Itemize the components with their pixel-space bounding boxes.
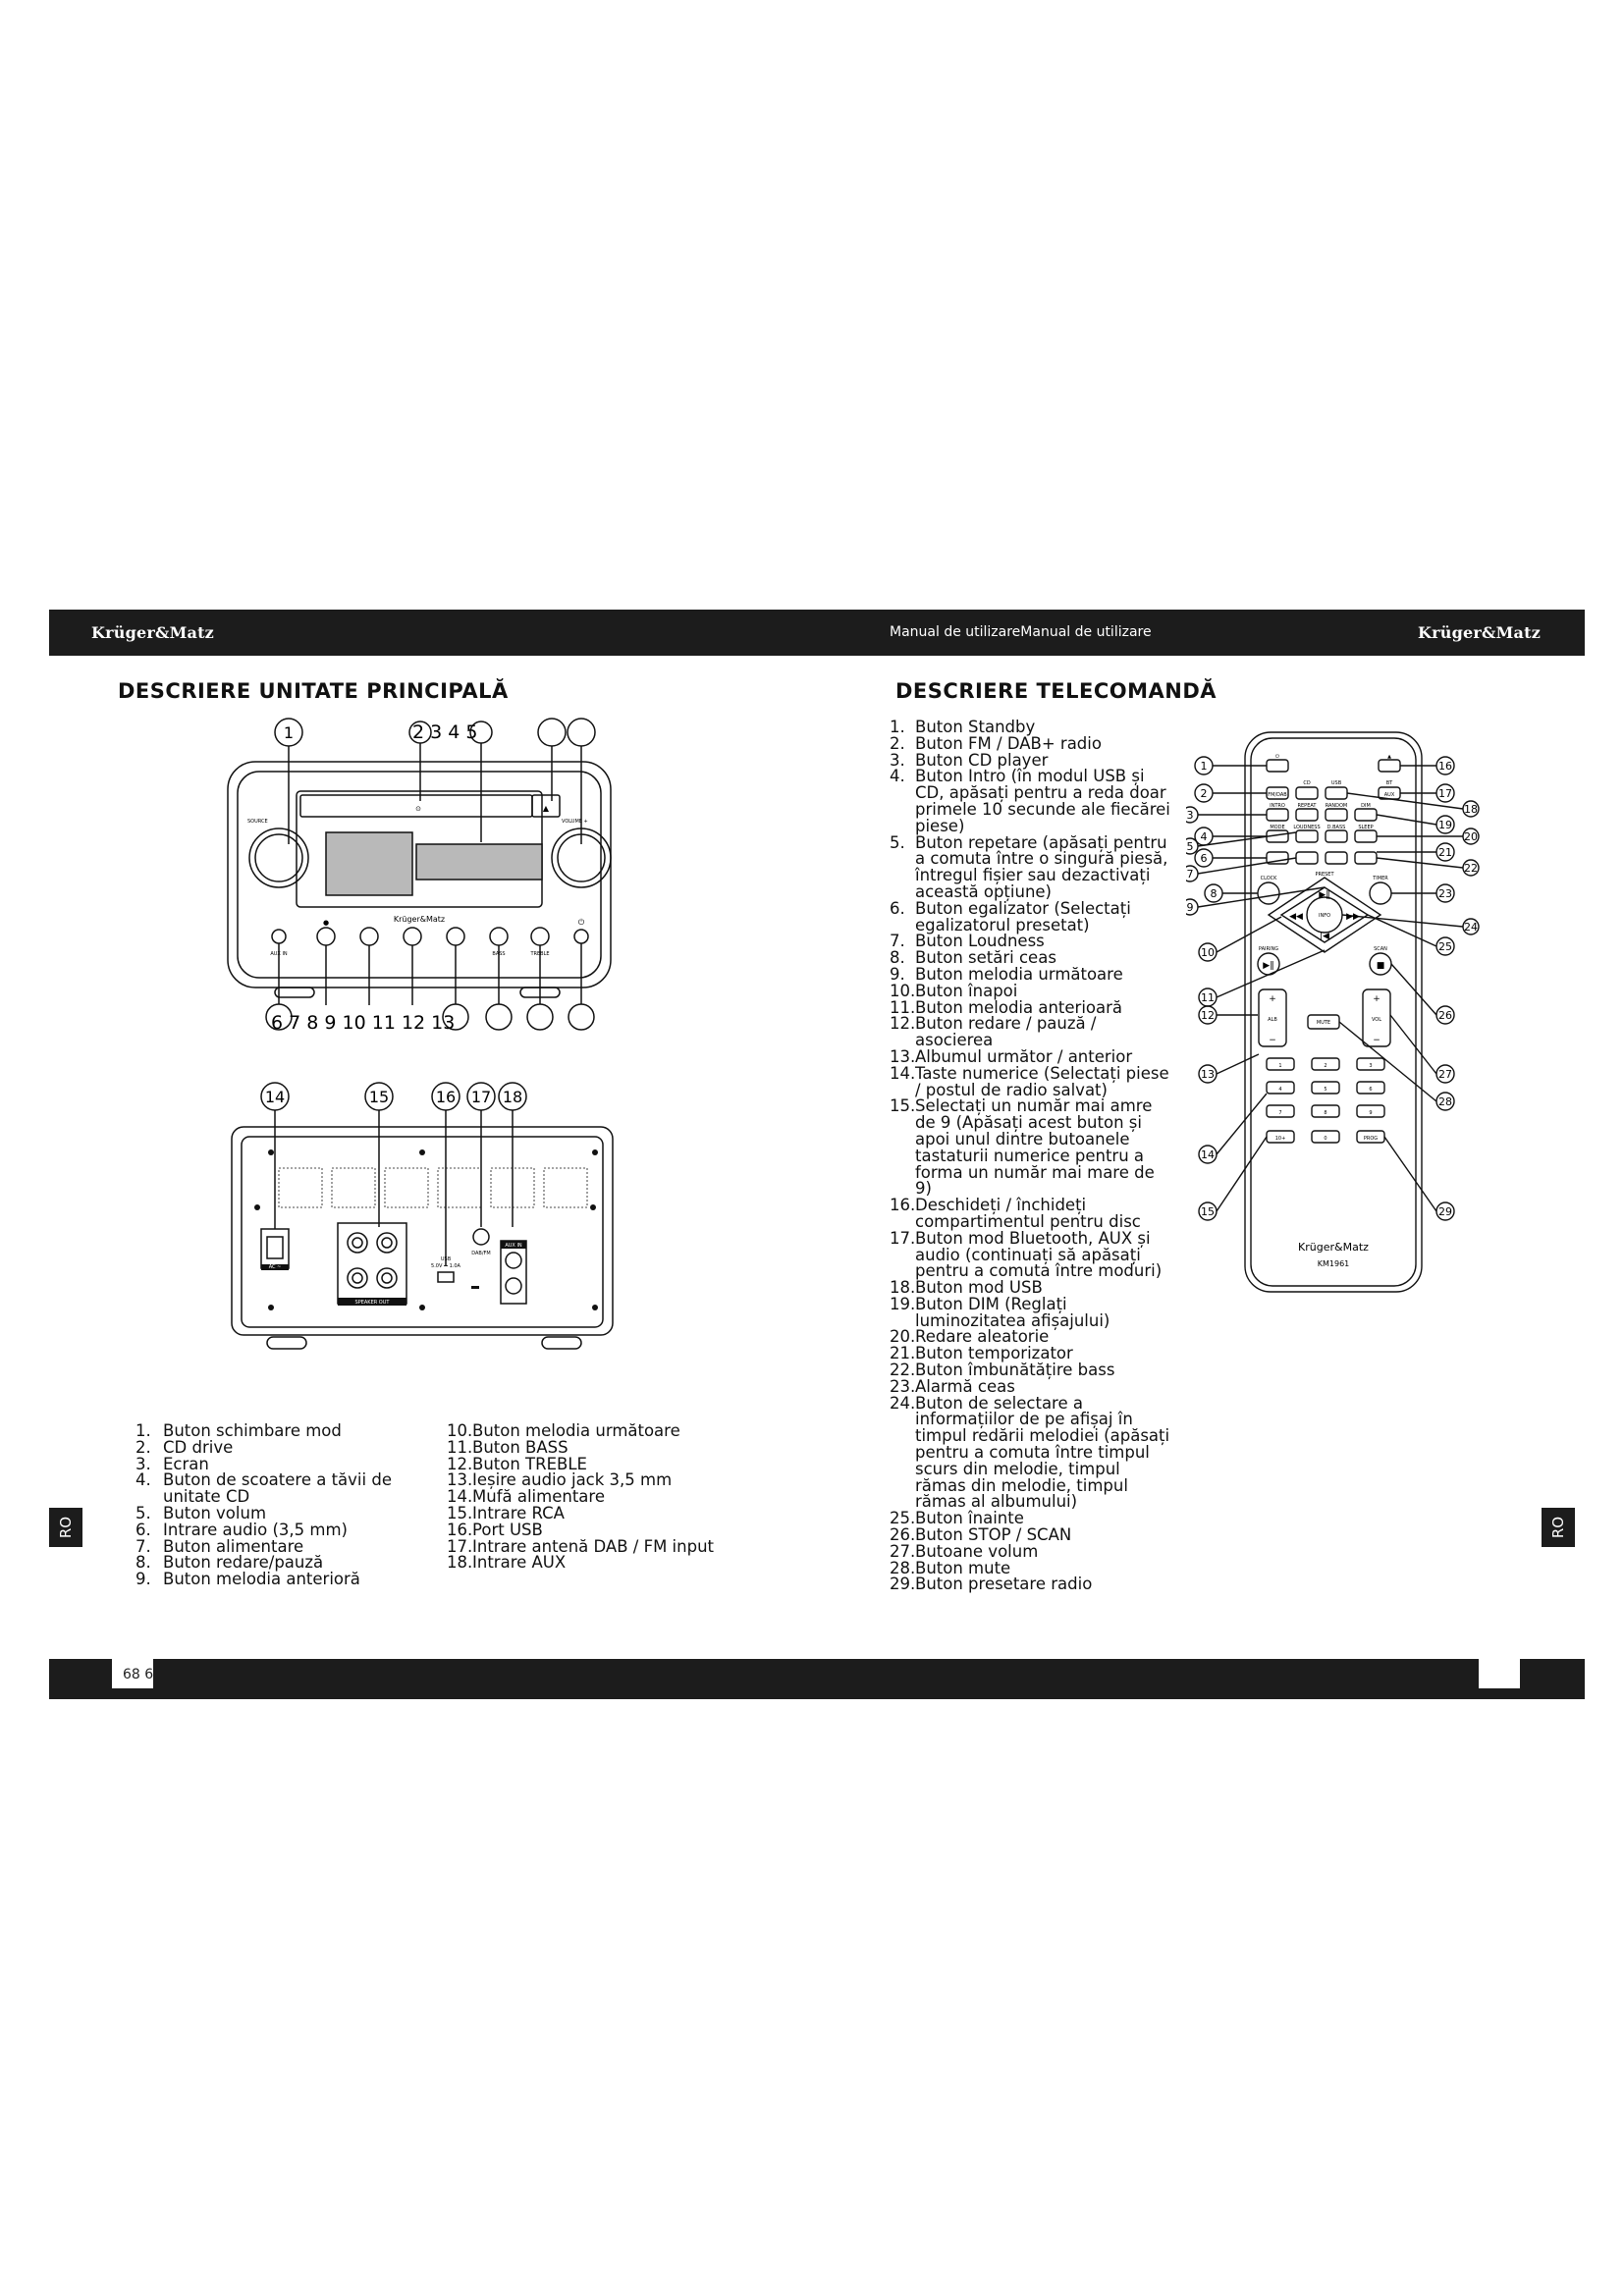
svg-text:DIM: DIM: [1361, 803, 1371, 809]
legend-number: 4.: [890, 767, 905, 786]
legend-text: Intrare RCA: [472, 1503, 565, 1522]
svg-text:AUX IN: AUX IN: [270, 951, 288, 957]
svg-text:PROG: PROG: [1363, 1136, 1379, 1142]
legend-number: 12.: [890, 1014, 916, 1034]
legend-text: Buton mod Bluetooth, AUX și audio (continuați să apăsați pentru a comuta între moduri): [915, 1228, 1163, 1281]
legend-number: 26.: [890, 1525, 916, 1545]
svg-text:15: 15: [1201, 1205, 1215, 1218]
legend-number: 6.: [890, 898, 905, 918]
legend-text: Buton Standby: [915, 718, 1036, 736]
svg-text:INFO: INFO: [1318, 913, 1331, 919]
legend-text: Buton redare/pauză: [163, 1553, 324, 1573]
legend-item: [447, 1555, 741, 1572]
legend-number: 11.: [447, 1437, 473, 1457]
svg-text:D.BASS: D.BASS: [1326, 825, 1346, 830]
svg-text:ALB: ALB: [1268, 1017, 1277, 1023]
svg-text:−: −: [1373, 1036, 1380, 1045]
legend-text: Buton alimentare: [163, 1536, 304, 1556]
svg-text:▶‖: ▶‖: [1319, 890, 1330, 900]
svg-text:25: 25: [1438, 940, 1452, 953]
main-unit-legend-col1: [135, 1423, 420, 1588]
header-bar: [49, 610, 1585, 656]
svg-text:5: 5: [1324, 1087, 1327, 1093]
svg-text:REPEAT: REPEAT: [1297, 803, 1317, 809]
legend-text: Buton repetare (apăsați pentru a comuta între o singură piesă, întregul fișier sau dezactivați această opțiune): [915, 832, 1168, 901]
legend-number: 8.: [135, 1553, 151, 1573]
svg-text:5.0V ⎓ 1.0A: 5.0V ⎓ 1.0A: [431, 1263, 460, 1269]
legend-text: Buton de scoatere a tăvii de unitate CD: [163, 1470, 392, 1507]
remote-title: DESCRIERE TELECOMANDĂ: [895, 679, 1218, 703]
legend-text: Buton înainte: [915, 1509, 1024, 1528]
legend-number: 10.: [890, 981, 916, 1000]
legend-number: 17.: [890, 1228, 916, 1248]
svg-text:VOLUME +: VOLUME +: [562, 819, 588, 825]
svg-text:8: 8: [1210, 887, 1218, 900]
legend-text: Buton presetare radio: [915, 1575, 1093, 1594]
legend-text: Buton mod USB: [915, 1278, 1043, 1298]
svg-text:13: 13: [1201, 1068, 1215, 1081]
svg-text:▶▶: ▶▶: [1346, 912, 1360, 922]
legend-number: 18.: [447, 1553, 473, 1573]
svg-text:⏻: ⏻: [1275, 754, 1279, 760]
svg-text:USB: USB: [1330, 780, 1342, 786]
legend-item: [135, 1472, 420, 1506]
svg-text:CD: CD: [1303, 780, 1311, 786]
legend-text: Buton redare / pauză / asocierea: [915, 1014, 1097, 1050]
legend-text: Buton melodia anterioră: [163, 1570, 360, 1589]
manual-title: Manual de utilizareManual de utilizare: [890, 624, 1152, 640]
svg-text:SPEAKER OUT: SPEAKER OUT: [354, 1300, 390, 1306]
legend-text: Taste numerice (Selectați piese / postul de radio salvat): [915, 1063, 1169, 1099]
svg-text:1: 1: [283, 723, 295, 742]
remote-control-diagram: [1186, 730, 1490, 1300]
legend-text: Intrare audio (3,5 mm): [163, 1520, 348, 1539]
page-number-box-right: [1479, 1659, 1520, 1688]
svg-text:23: 23: [1438, 887, 1452, 900]
legend-number: 29.: [890, 1575, 916, 1594]
legend-text: Port USB: [472, 1520, 543, 1539]
svg-text:21: 21: [1438, 846, 1452, 859]
svg-text:6: 6: [1200, 852, 1208, 865]
legend-item: [135, 1572, 420, 1588]
svg-text:⏻: ⏻: [577, 918, 585, 927]
svg-text:5: 5: [1186, 840, 1194, 853]
legend-number: 10.: [447, 1421, 473, 1440]
svg-text:FM/DAB: FM/DAB: [1268, 792, 1287, 798]
legend-number: 16.: [447, 1520, 473, 1539]
legend-text: Buton volum: [163, 1503, 267, 1522]
legend-number: 8.: [890, 948, 905, 968]
legend-item: [890, 1228, 1174, 1281]
legend-number: 4.: [135, 1470, 151, 1490]
legend-number: 9.: [135, 1570, 151, 1589]
legend-number: 23.: [890, 1376, 916, 1396]
legend-number: 1.: [890, 718, 905, 736]
legend-item: [890, 769, 1174, 834]
language-tab-right: RO: [1542, 1508, 1575, 1547]
legend-text: Buton CD player: [915, 750, 1049, 770]
svg-text:7: 7: [1186, 868, 1194, 881]
legend-number: 17.: [447, 1536, 473, 1556]
svg-text:MODE: MODE: [1270, 825, 1285, 830]
svg-text:4: 4: [1278, 1087, 1282, 1093]
legend-text: Buton TREBLE: [472, 1454, 587, 1473]
legend-number: 24.: [890, 1393, 916, 1413]
svg-text:PAIRING: PAIRING: [1258, 946, 1279, 952]
legend-number: 27.: [890, 1541, 916, 1561]
legend-text: Intrare AUX: [472, 1553, 567, 1573]
svg-text:3: 3: [1369, 1063, 1373, 1069]
back-panel-diagram: [228, 1080, 619, 1364]
svg-text:15: 15: [368, 1088, 390, 1106]
svg-text:▲: ▲: [1387, 754, 1391, 760]
legend-text: Buton de selectare a informațiilor de pe afișaj în timpul redării melodiei (apăsați pentru a comuta între timpul scurs din melodie, timpul rămas din melodie, timpul rămas al albumului): [915, 1393, 1170, 1512]
svg-text:19: 19: [1438, 819, 1452, 831]
legend-text: Buton îmbunătățire bass: [915, 1361, 1115, 1380]
svg-text:18: 18: [502, 1088, 523, 1106]
svg-text:18: 18: [1464, 803, 1478, 816]
svg-text:26: 26: [1438, 1009, 1452, 1022]
svg-text:10: 10: [1201, 946, 1215, 959]
svg-text:RANDOM: RANDOM: [1325, 803, 1348, 809]
legend-text: Buton melodia următoare: [472, 1421, 680, 1440]
svg-text:22: 22: [1464, 862, 1478, 875]
svg-text:LOUDNESS: LOUDNESS: [1293, 825, 1321, 830]
legend-number: 25.: [890, 1509, 916, 1528]
legend-text: Redare aleatorie: [915, 1327, 1050, 1347]
legend-number: 12.: [447, 1454, 473, 1473]
svg-text:■: ■: [1376, 961, 1385, 971]
svg-text:AC ~: AC ~: [268, 1264, 282, 1270]
legend-number: 7.: [135, 1536, 151, 1556]
legend-text: Buton egalizator (Selectați egalizatorul presetat): [915, 898, 1131, 934]
svg-text:+: +: [1269, 994, 1276, 1004]
legend-number: 7.: [890, 932, 905, 951]
svg-text:9: 9: [1369, 1110, 1373, 1116]
legend-number: 13.: [890, 1046, 916, 1066]
legend-text: Buton Loudness: [915, 932, 1045, 951]
legend-number: 5.: [890, 832, 905, 852]
svg-text:17: 17: [1438, 787, 1452, 800]
legend-text: Intrare antenă DAB / FM input: [472, 1536, 714, 1556]
legend-number: 18.: [890, 1278, 916, 1298]
legend-text: Buton Intro (în modul USB și CD, apăsați pentru a reda doar primele 10 secunde ale fiecărei piese): [915, 767, 1170, 835]
legend-text: Albumul următor / anterior: [915, 1046, 1133, 1066]
svg-text:8: 8: [1324, 1110, 1327, 1116]
svg-text:7: 7: [1278, 1110, 1282, 1116]
main-unit-legend-col2: [447, 1423, 741, 1572]
svg-text:|◀: |◀: [1320, 932, 1329, 941]
svg-text:14: 14: [264, 1088, 286, 1106]
svg-text:MUTE: MUTE: [1316, 1020, 1331, 1026]
svg-text:29: 29: [1438, 1205, 1452, 1218]
svg-text:6: 6: [1369, 1087, 1373, 1093]
legend-item: [890, 1063, 1174, 1099]
legend-text: Buton mute: [915, 1558, 1011, 1577]
legend-number: 3.: [890, 750, 905, 770]
svg-text:1: 1: [1200, 760, 1208, 773]
legend-item: [890, 1294, 1174, 1330]
svg-text:KM1961: KM1961: [1317, 1259, 1350, 1268]
legend-text: Buton FM / DAB+ radio: [915, 733, 1102, 753]
legend-number: 21.: [890, 1344, 916, 1363]
legend-number: 16.: [890, 1196, 916, 1215]
legend-number: 13.: [447, 1470, 473, 1490]
svg-text:20: 20: [1464, 830, 1478, 843]
legend-text: Mufă alimentare: [472, 1487, 605, 1507]
svg-text:17: 17: [470, 1088, 492, 1106]
svg-text:SCAN: SCAN: [1374, 946, 1387, 952]
svg-text:DAB/FM: DAB/FM: [471, 1251, 491, 1256]
svg-text:Krüger&Matz: Krüger&Matz: [1298, 1241, 1369, 1254]
legend-number: 19.: [890, 1294, 916, 1313]
svg-text:12: 12: [1201, 1009, 1215, 1022]
svg-text:PRESET: PRESET: [1315, 872, 1334, 878]
legend-text: Buton setări ceas: [915, 948, 1056, 968]
svg-text:CLOCK: CLOCK: [1260, 876, 1277, 881]
legend-item: [890, 1016, 1174, 1049]
svg-text:+: +: [1373, 994, 1380, 1004]
legend-number: 3.: [135, 1454, 151, 1473]
svg-text:VOL: VOL: [1371, 1017, 1382, 1023]
legend-text: Ecran: [163, 1454, 209, 1473]
legend-item: [890, 1393, 1174, 1512]
svg-text:2: 2: [1324, 1063, 1327, 1069]
footer-bar: [49, 1659, 1585, 1699]
legend-number: 15.: [447, 1503, 473, 1522]
legend-text: Buton melodia anterioară: [915, 997, 1123, 1017]
legend-item: [890, 1576, 1174, 1593]
svg-text:SOURCE: SOURCE: [247, 819, 268, 825]
svg-text:−: −: [1269, 1036, 1276, 1045]
svg-text:⊙: ⊙: [415, 805, 421, 813]
legend-number: 2.: [890, 733, 905, 753]
svg-text:▶‖: ▶‖: [1263, 961, 1274, 971]
legend-text: Buton melodia următoare: [915, 964, 1123, 984]
svg-text:11: 11: [1201, 991, 1215, 1004]
legend-item: [890, 1098, 1174, 1198]
legend-text: Buton STOP / SCAN: [915, 1525, 1072, 1545]
main-unit-title: DESCRIERE UNITATE PRINCIPALĂ: [118, 679, 509, 703]
legend-number: 11.: [890, 997, 916, 1017]
legend-text: Deschideți / închideți compartimentul pentru disc: [915, 1196, 1141, 1231]
legend-item: [890, 832, 1174, 901]
legend-number: 14.: [890, 1063, 916, 1083]
legend-number: 9.: [890, 964, 905, 984]
svg-text:INTRO: INTRO: [1270, 803, 1285, 809]
language-tab-left: RO: [49, 1508, 82, 1547]
legend-number: 1.: [135, 1421, 151, 1440]
svg-text:9: 9: [1186, 901, 1194, 914]
legend-number: 15.: [890, 1096, 916, 1116]
svg-text:4: 4: [1200, 830, 1208, 843]
svg-text:TIMER: TIMER: [1373, 876, 1388, 881]
svg-text:◀◀: ◀◀: [1289, 912, 1303, 922]
svg-text:TREBLE: TREBLE: [530, 951, 550, 957]
svg-text:USB: USB: [440, 1256, 452, 1262]
svg-text:SLEEP: SLEEP: [1358, 825, 1374, 830]
remote-legend: [890, 720, 1174, 1593]
svg-text:16: 16: [435, 1088, 457, 1106]
svg-text:1: 1: [1278, 1063, 1282, 1069]
svg-text:AUX IN: AUX IN: [505, 1243, 522, 1249]
page-number: 68 6: [123, 1667, 154, 1682]
legend-text: CD drive: [163, 1437, 234, 1457]
legend-text: Buton schimbare mod: [163, 1421, 342, 1440]
svg-text:▲: ▲: [542, 804, 550, 813]
legend-number: 14.: [447, 1487, 473, 1507]
legend-item: [890, 898, 1174, 934]
svg-text:24: 24: [1464, 921, 1478, 934]
brand-logo-left: Krüger&Matz: [91, 623, 214, 642]
svg-text:BT: BT: [1385, 780, 1393, 786]
legend-text: Selectați un număr mai amre de 9 (Apăsați acest buton și apoi unul dintre butoanele tastaturii numerice pentru a forma un număr mai mare de 9): [915, 1096, 1155, 1199]
brand-logo-right: Krüger&Matz: [1418, 623, 1541, 642]
svg-text:Krüger&Matz: Krüger&Matz: [393, 915, 446, 924]
legend-text: Buton DIM (Reglați luminozitatea afișajului): [915, 1294, 1110, 1330]
svg-text:10+: 10+: [1274, 1136, 1286, 1142]
svg-text:28: 28: [1438, 1095, 1452, 1108]
svg-text:3: 3: [1186, 809, 1194, 822]
svg-text:6 7 8 9 10 11 12 13: 6 7 8 9 10 11 12 13: [271, 1012, 456, 1034]
svg-text:16: 16: [1438, 760, 1452, 773]
legend-text: Butoane volum: [915, 1541, 1039, 1561]
svg-text:BASS: BASS: [492, 951, 506, 957]
legend-text: Alarmă ceas: [915, 1376, 1015, 1396]
svg-text:AUX: AUX: [1383, 792, 1395, 798]
svg-text:2: 2: [1200, 787, 1208, 800]
svg-text:0: 0: [1324, 1136, 1327, 1142]
svg-text:14: 14: [1201, 1148, 1215, 1161]
legend-number: 28.: [890, 1558, 916, 1577]
legend-number: 6.: [135, 1520, 151, 1539]
svg-text:27: 27: [1438, 1068, 1452, 1081]
svg-text:2 3 4 5: 2 3 4 5: [412, 721, 478, 743]
legend-number: 20.: [890, 1327, 916, 1347]
legend-text: Ieșire audio jack 3,5 mm: [472, 1470, 673, 1490]
legend-text: Buton BASS: [472, 1437, 568, 1457]
legend-item: [890, 1198, 1174, 1231]
legend-number: 2.: [135, 1437, 151, 1457]
legend-text: Buton temporizator: [915, 1344, 1073, 1363]
legend-number: 22.: [890, 1361, 916, 1380]
legend-number: 5.: [135, 1503, 151, 1522]
svg-text:●: ●: [322, 919, 330, 927]
front-panel-diagram: [216, 715, 619, 1037]
legend-text: Buton înapoi: [915, 981, 1018, 1000]
